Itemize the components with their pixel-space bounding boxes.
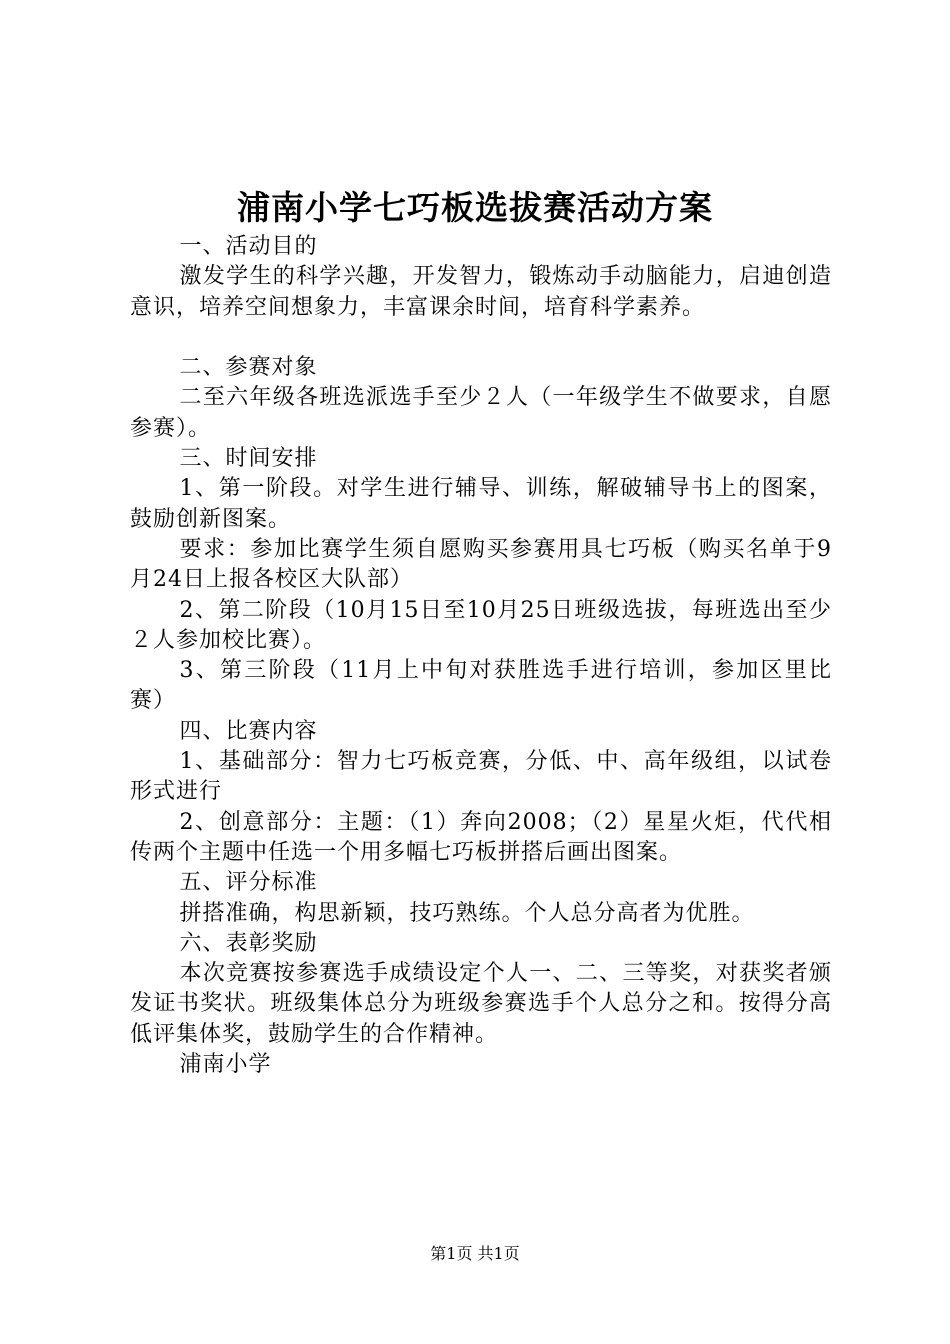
paragraph-awards: 本次竞赛按参赛选手成绩设定个人一、二、三等奖，对获奖者颁发证书奖状。班级集体总分为班级参赛选手个人总分之和。按得分高低评集体奖，鼓励学生的合作精神。	[130, 961, 832, 1047]
document-body	[130, 232, 832, 1080]
section-heading-content: 四、比赛内容	[179, 718, 318, 744]
document-title: 浦南小学七巧板选拔赛活动方案	[237, 188, 713, 227]
page-footer: 第1页 共1页	[430, 1244, 520, 1263]
paragraph-purpose: 激发学生的科学兴趣，开发智力，锻炼动手动脑能力，启迪创造意识，培养空间想象力，丰富课余时间，培育科学素养。	[130, 264, 832, 320]
signature: 浦南小学	[179, 1052, 272, 1078]
section-heading-awards: 六、表彰奖励	[179, 930, 318, 956]
paragraph-scoring: 拼搭准确，构思新颖，技巧熟练。个人总分高者为优胜。	[179, 900, 755, 926]
paragraph-content-basic: 1、基础部分：智力七巧板竞赛，分低、中、高年级组，以试卷形式进行	[130, 749, 832, 805]
section-heading-scoring: 五、评分标准	[179, 870, 318, 896]
paragraph-schedule-requirement: 要求：参加比赛学生须自愿购买参赛用具七巧板（购买名单于9月24日上报各校区大队部）	[130, 536, 832, 593]
paragraph-schedule-stage2: 2、第二阶段（10月15日至10月25日班级选拔，每班选出至少２人参加校比赛）。	[130, 597, 832, 653]
section-heading-schedule: 三、时间安排	[179, 446, 318, 472]
paragraph-schedule-stage1: 1、第一阶段。对学生进行辅导、训练，解破辅导书上的图案，鼓励创新图案。	[130, 476, 832, 532]
paragraph-content-creative: 2、创意部分：主题：（1）奔向2008；（2）星星火炬，代代相传两个主题中任选一个用多幅七巧板拼搭后画出图案。	[130, 809, 832, 865]
paragraph-participants: 二至六年级各班选派选手至少２人（一年级学生不做要求，自愿参赛）。	[130, 385, 832, 441]
blank-line	[130, 323, 832, 353]
section-heading-purpose: 一、活动目的	[179, 234, 318, 259]
paragraph-schedule-stage3: 3、第三阶段（11月上中旬对获胜选手进行培训，参加区里比赛）	[130, 658, 832, 714]
section-heading-participants: 二、参赛对象	[179, 355, 318, 381]
